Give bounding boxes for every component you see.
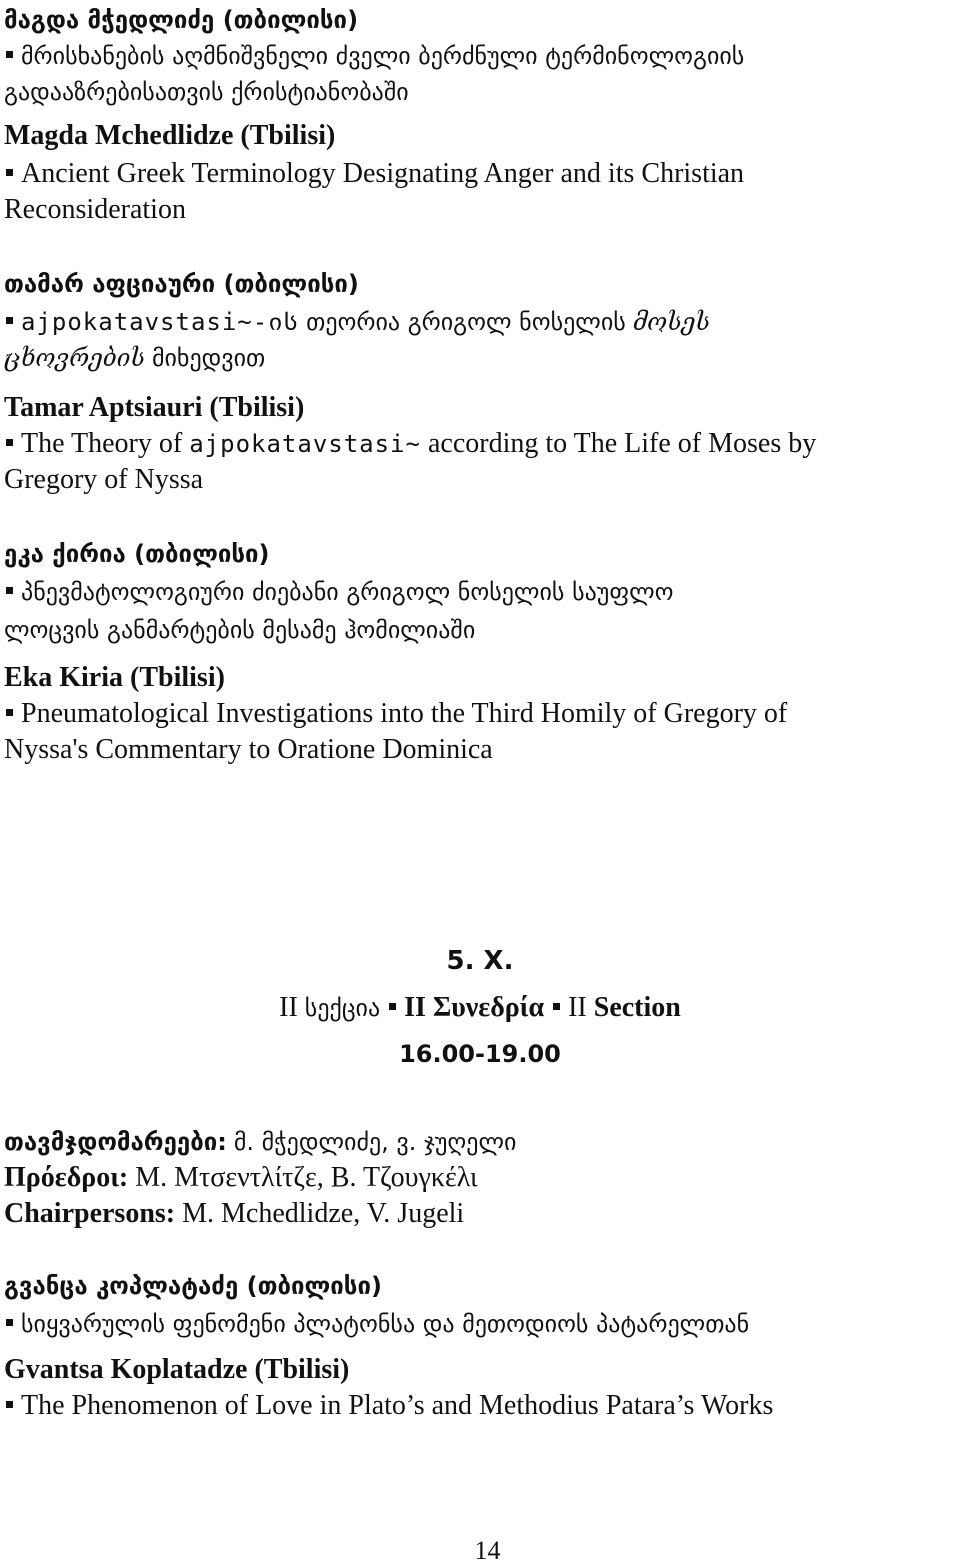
title-en-text: The Phenomenon of Love in Plato’s and Methodius Patara’s Works <box>21 1390 774 1421</box>
bullet-icon <box>6 317 13 324</box>
chairs-label: თავმჯდომარეები: <box>4 1128 227 1156</box>
greek-term: ajpokatavstasi~ <box>189 430 421 458</box>
chairs-names: Μ. Μτσεντλίτζε, Β. Τζουγκέλι <box>135 1162 478 1193</box>
title-ka-line: ლოცვის განმარტების მესამე ჰომილიაში <box>4 616 476 644</box>
title-ka-text: მრისხანების აღმნიშვნელი ძველი ბერძნული ტერმინოლოგიის <box>21 42 745 70</box>
bullet-icon <box>389 1003 396 1010</box>
title-ka-italic: ცხოვრების <box>4 344 145 372</box>
chairs-names: მ. მჭედლიძე, ვ. ჯუღელი <box>233 1128 517 1156</box>
title-en-line: Reconsideration <box>4 194 186 225</box>
page-number: 14 <box>474 1536 501 1565</box>
title-ka-text: სიყვარულის ფენომენი პლატონსა და მეთოდიოს პატარელთან <box>21 1310 750 1338</box>
speaker-en: Eka Kiria (Tbilisi) <box>4 662 225 693</box>
greek-term: ajpokatavstasi~-ის <box>21 308 300 336</box>
speaker-ka: ეკა ქირია (თბილისი) <box>4 540 270 568</box>
speaker-en: Magda Mchedlidze (Tbilisi) <box>4 120 336 151</box>
section-number: II <box>404 992 426 1023</box>
session-time: 16.00-19.00 <box>399 1040 561 1068</box>
title-en-text: Ancient Greek Terminology Designating Anger and its Christian <box>21 158 745 189</box>
bullet-icon <box>6 169 13 176</box>
title-ka-line: გადააზრებისათვის ქრისტიანობაში <box>4 78 409 106</box>
bullet-icon <box>6 1401 13 1408</box>
title-en-text: The Theory of <box>21 428 183 459</box>
bullet-icon <box>553 1003 560 1010</box>
section-number: II <box>279 992 298 1023</box>
title-ka-text: მიხედვით <box>151 344 266 372</box>
speaker-en: Gvantsa Koplatadze (Tbilisi) <box>4 1354 350 1385</box>
chairs-gr <box>4 1160 960 1196</box>
section-ka: სექცია <box>304 994 381 1022</box>
bullet-icon <box>6 439 13 446</box>
session-heading <box>0 990 960 1026</box>
title-ka-line <box>4 1306 960 1342</box>
bullet-icon <box>6 51 13 58</box>
title-ka-text: თეორია გრიგოლ ნოსელის <box>306 308 626 336</box>
title-ka-line <box>4 340 960 376</box>
chairs-label: Chairpersons: <box>4 1198 176 1229</box>
bullet-icon <box>6 709 13 716</box>
speaker-ka: თამარ აფციაური (თბილისი) <box>4 270 359 298</box>
chairs-ka <box>4 1124 960 1160</box>
title-en-line <box>4 426 960 462</box>
title-ka-italic: მოსეს <box>632 308 711 336</box>
bullet-icon <box>6 587 13 594</box>
speaker-en: Tamar Aptsiauri (Tbilisi) <box>4 392 305 423</box>
title-en-line <box>4 696 960 732</box>
title-en-line: Nyssa's Commentary to Oratione Dominica <box>4 734 493 765</box>
title-en-line <box>4 156 960 192</box>
speaker-ka: გვანცა კოპლატაძე (თბილისი) <box>4 1272 382 1300</box>
title-ka-text: პნევმატოლოგიური ძიებანი გრიგოლ ნოსელის საუფლო <box>21 578 674 606</box>
section-gr: Συνεδρία <box>432 992 545 1023</box>
title-ka-line <box>4 304 960 340</box>
section-number: II <box>568 992 587 1023</box>
title-en-line: Gregory of Nyssa <box>4 464 204 495</box>
chairs-en <box>4 1196 960 1232</box>
chairs-names: M. Mchedlidze, V. Jugeli <box>182 1198 465 1229</box>
speaker-ka: მაგდა მჭედლიძე (თბილისი) <box>4 6 359 34</box>
title-en-text: according to The Life of Moses by <box>427 428 817 459</box>
title-en-line <box>4 1388 960 1424</box>
title-ka-line <box>4 574 960 610</box>
title-ka-line <box>4 38 960 74</box>
session-date: 5. X. <box>446 946 514 976</box>
chairs-label: Πρόεδροι: <box>4 1162 129 1193</box>
title-en-text: Pneumatological Investigations into the Third Homily of Gregory of <box>21 698 788 729</box>
bullet-icon <box>6 1319 13 1326</box>
section-en: Section <box>593 992 681 1023</box>
